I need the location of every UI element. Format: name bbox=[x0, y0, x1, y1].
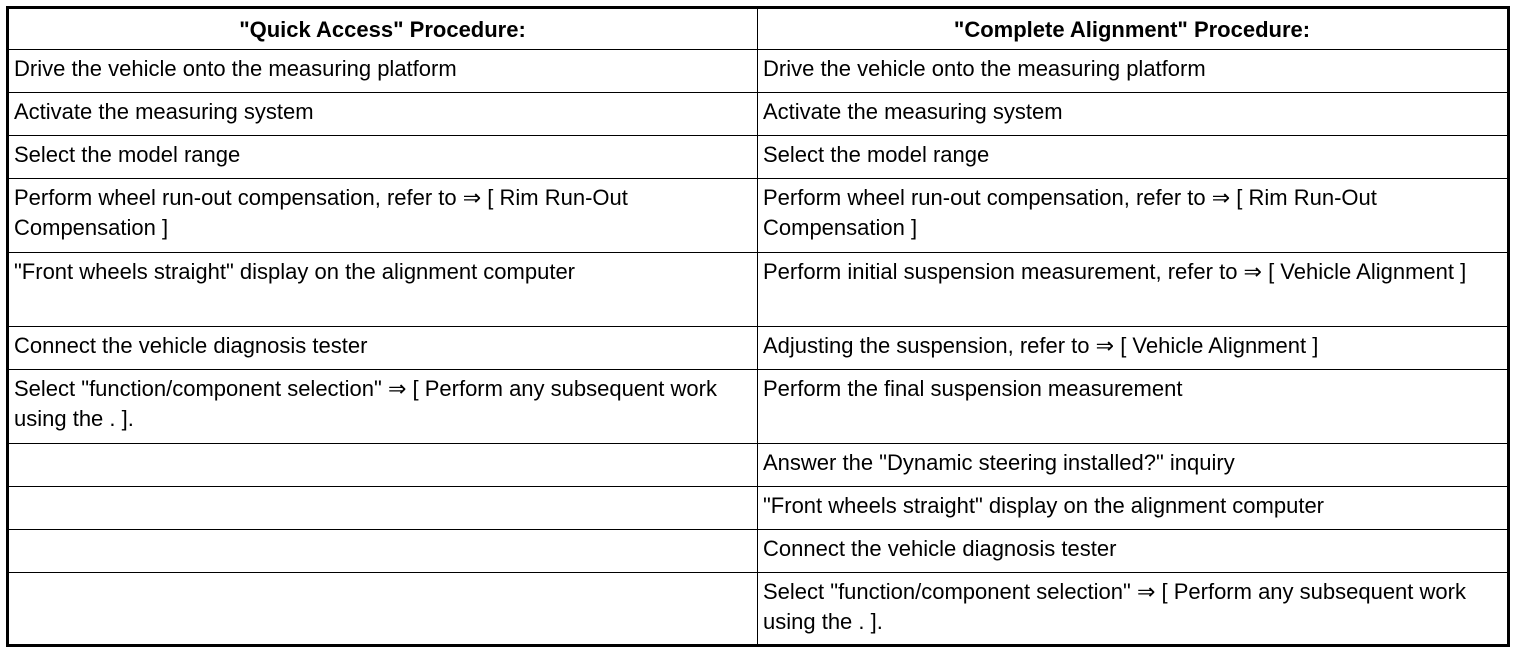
complete-alignment-cell: Activate the measuring system bbox=[758, 93, 1509, 136]
complete-alignment-cell: Select the model range bbox=[758, 136, 1509, 179]
quick-access-cell: Select "function/component selection" ⇒ [ Perform any subsequent work using the . ]. bbox=[8, 370, 758, 444]
header-row bbox=[8, 8, 1509, 50]
complete-alignment-cell: Select "function/component selection" ⇒ [ Perform any subsequent work using the . ]. bbox=[758, 573, 1509, 646]
complete-alignment-cell: Perform the final suspension measurement bbox=[758, 370, 1509, 444]
complete-alignment-cell: Adjusting the suspension, refer to ⇒ [ Vehicle Alignment ] bbox=[758, 327, 1509, 370]
quick-access-cell bbox=[8, 573, 758, 646]
table-row bbox=[8, 136, 1509, 179]
complete-alignment-cell: Drive the vehicle onto the measuring platform bbox=[758, 50, 1509, 93]
complete-alignment-cell: Perform initial suspension measurement, refer to ⇒ [ Vehicle Alignment ] bbox=[758, 253, 1509, 327]
complete-alignment-cell: Connect the vehicle diagnosis tester bbox=[758, 530, 1509, 573]
table-row bbox=[8, 444, 1509, 487]
table-row bbox=[8, 93, 1509, 136]
quick-access-cell bbox=[8, 530, 758, 573]
table-row bbox=[8, 327, 1509, 370]
quick-access-cell bbox=[8, 444, 758, 487]
table-row bbox=[8, 253, 1509, 327]
quick-access-cell bbox=[8, 487, 758, 530]
header-complete-alignment: "Complete Alignment" Procedure: bbox=[758, 8, 1509, 50]
quick-access-cell: Select the model range bbox=[8, 136, 758, 179]
quick-access-cell: "Front wheels straight" display on the alignment computer bbox=[8, 253, 758, 327]
complete-alignment-cell: "Front wheels straight" display on the alignment computer bbox=[758, 487, 1509, 530]
table-row bbox=[8, 530, 1509, 573]
table-row bbox=[8, 50, 1509, 93]
quick-access-cell: Perform wheel run-out compensation, refer to ⇒ [ Rim Run-Out Compensation ] bbox=[8, 179, 758, 253]
quick-access-cell: Connect the vehicle diagnosis tester bbox=[8, 327, 758, 370]
table-row bbox=[8, 487, 1509, 530]
table-row bbox=[8, 573, 1509, 646]
table-row bbox=[8, 179, 1509, 253]
complete-alignment-cell: Perform wheel run-out compensation, refer to ⇒ [ Rim Run-Out Compensation ] bbox=[758, 179, 1509, 253]
complete-alignment-cell: Answer the "Dynamic steering installed?" inquiry bbox=[758, 444, 1509, 487]
procedure-table bbox=[6, 6, 1510, 647]
quick-access-cell: Activate the measuring system bbox=[8, 93, 758, 136]
table-row bbox=[8, 370, 1509, 444]
quick-access-cell: Drive the vehicle onto the measuring platform bbox=[8, 50, 758, 93]
header-quick-access: "Quick Access" Procedure: bbox=[8, 8, 758, 50]
